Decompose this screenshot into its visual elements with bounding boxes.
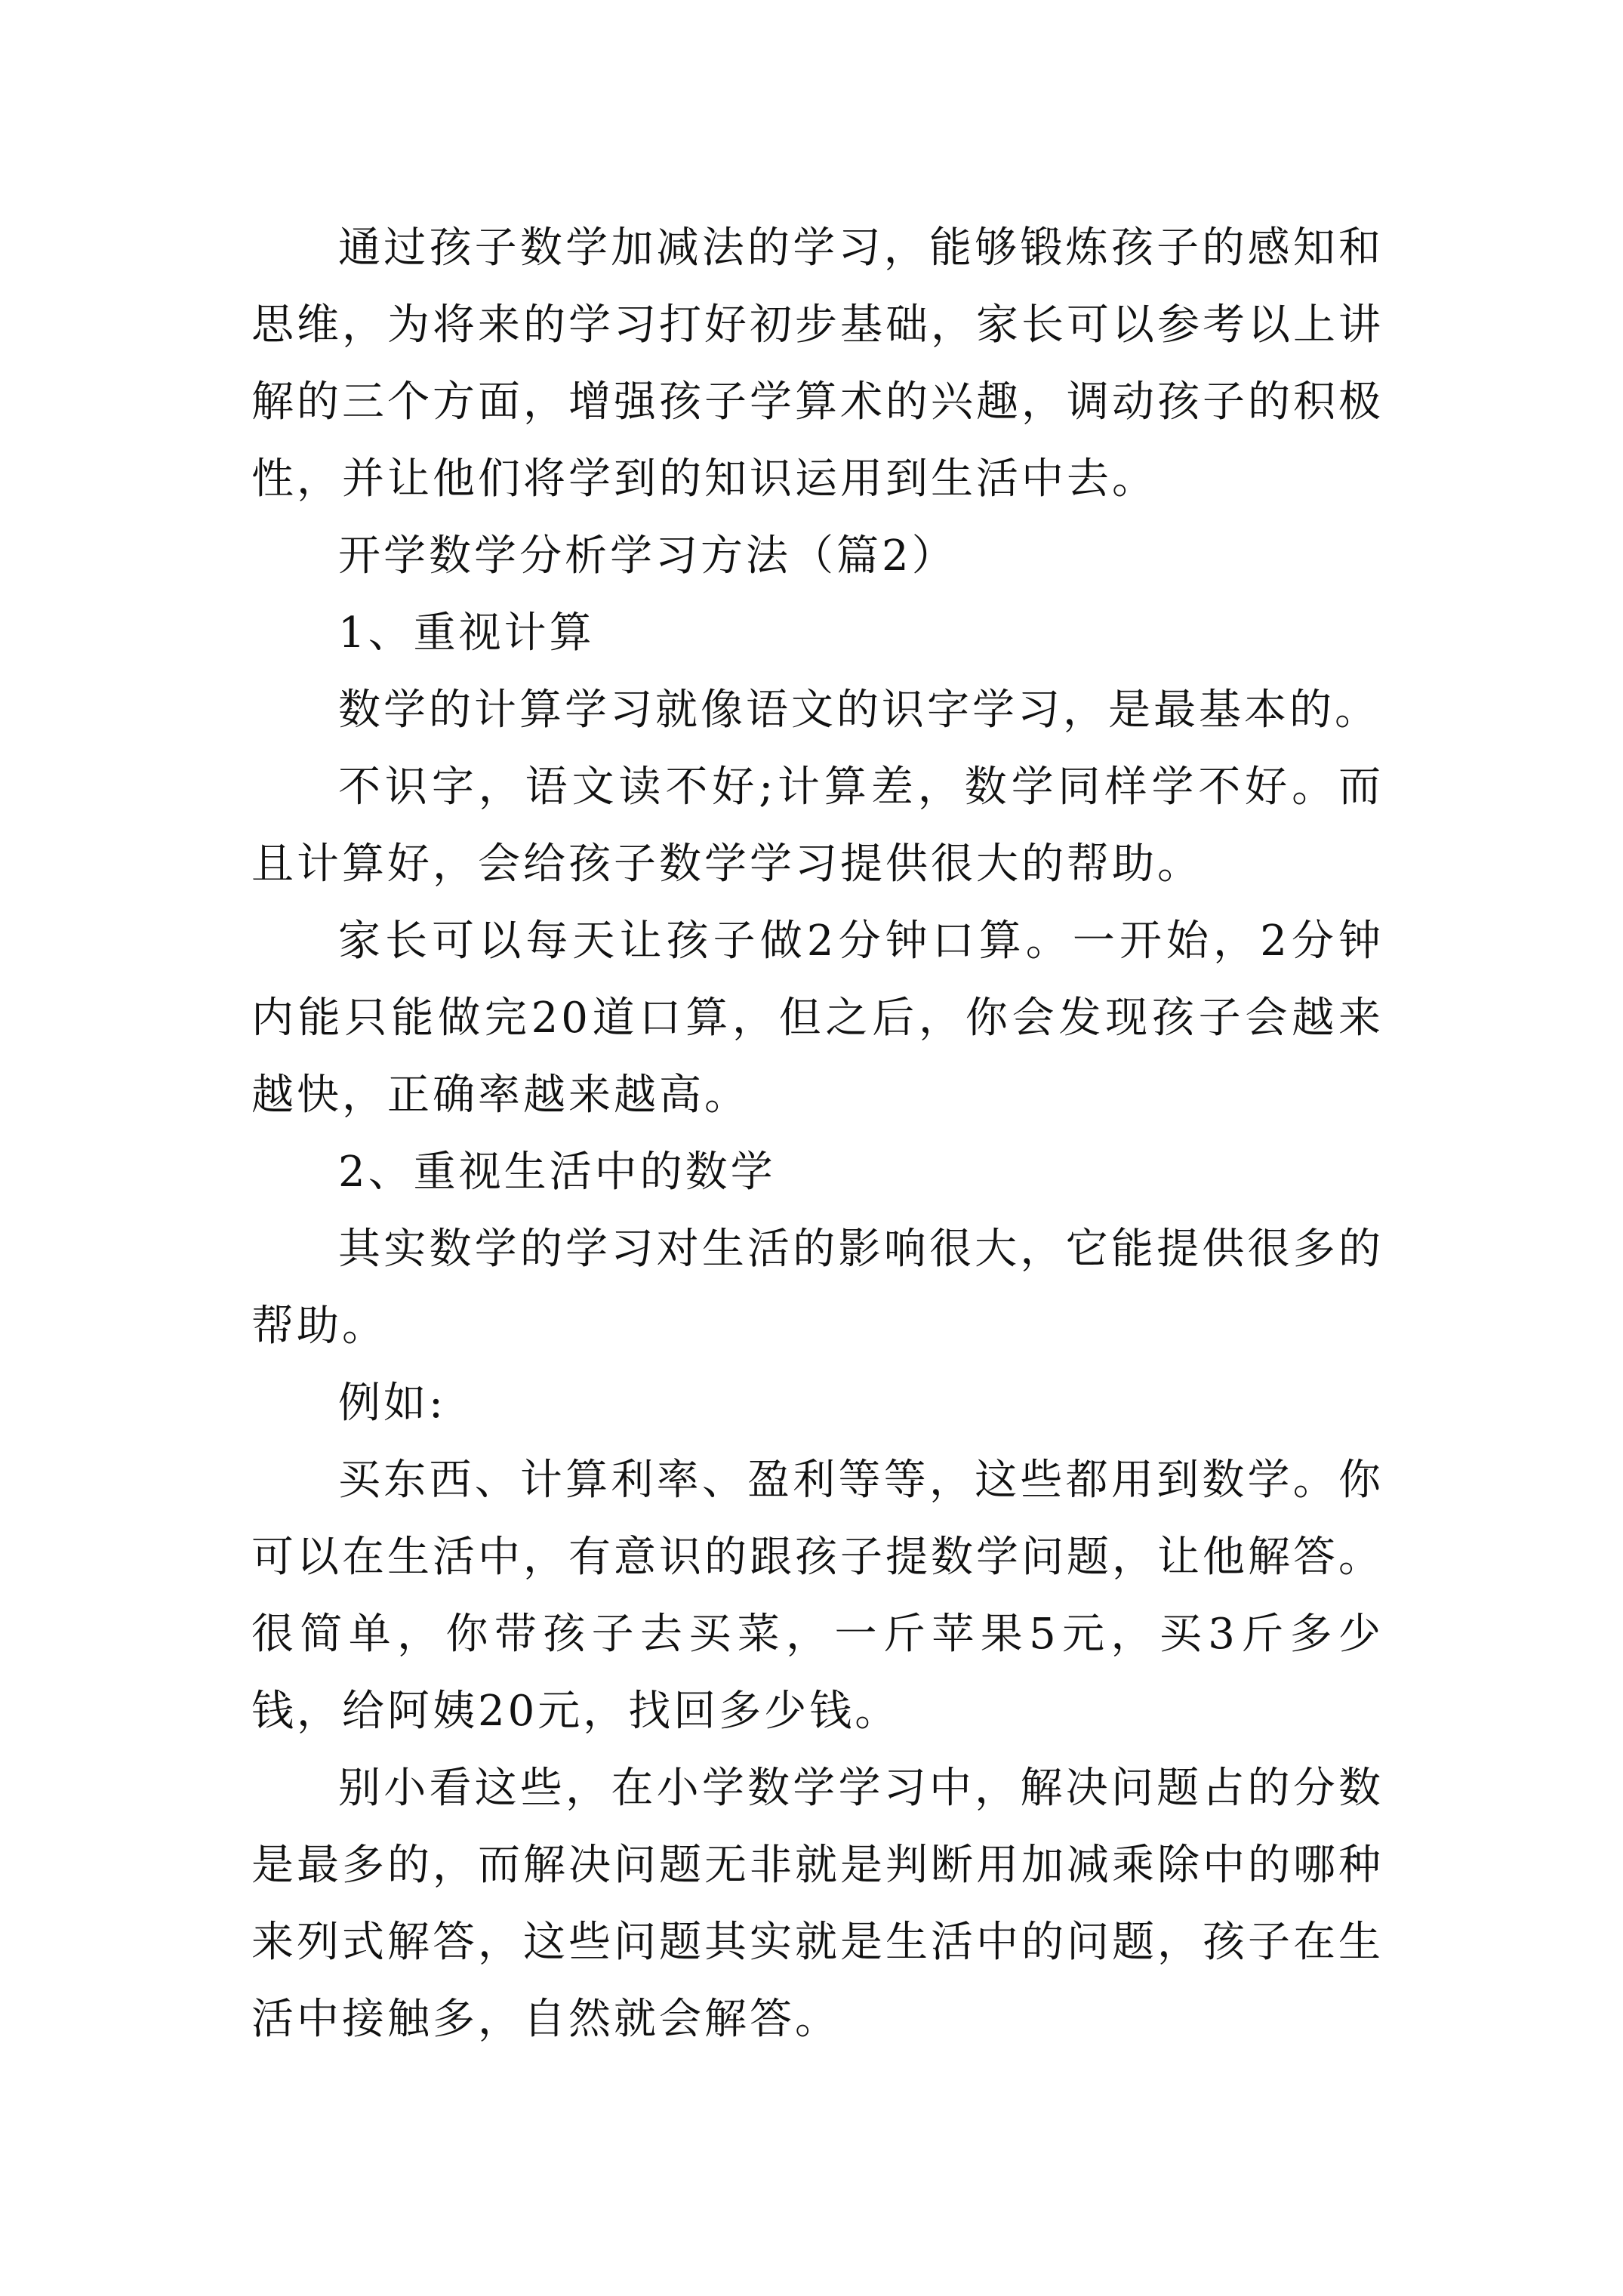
paragraph: 其实数学的学习对生活的影响很大，它能提供很多的帮助。 bbox=[251, 1225, 1384, 1351]
subheading-1: 1、重视计算 bbox=[338, 609, 595, 658]
paragraph-summary: 通过孩子数学加减法的学习，能够锻炼孩子的感知和思维，为将来的学习打好初步基础，家长可以参考以上讲解的三个方面，增强孩子学算术的兴趣，调动孩子的积极性，并让他们将学到的知识运用到生活中去。 bbox=[251, 223, 1384, 504]
paragraph: 数学的计算学习就像语文的识字学习，是最基本的。 bbox=[338, 686, 1380, 735]
paragraph: 买东西、计算利率、盈利等等，这些都用到数学。你可以在生活中，有意识的跟孩子提数学问题，让他解答。很简单，你带孩子去买菜，一斤苹果5元，买3斤多少钱，给阿姨20元，找回多少钱。 bbox=[251, 1456, 1384, 1736]
paragraph: 不识字，语文读不好;计算差，数学同样学不好。而且计算好，会给孩子数学学习提供很大的帮助。 bbox=[251, 763, 1384, 889]
subheading-2: 2、重视生活中的数学 bbox=[338, 1148, 776, 1197]
paragraph: 例如: bbox=[338, 1379, 446, 1428]
section-heading: 开学数学分析学习方法（篇2） bbox=[338, 532, 957, 581]
paragraph: 别小看这些，在小学数学学习中，解决问题占的分数是最多的，而解决问题无非就是判断用加减乘除中的哪种来列式解答，这些问题其实就是生活中的问题，孩子在生活中接触多，自然就会解答。 bbox=[251, 1764, 1384, 2044]
paragraph: 家长可以每天让孩子做2分钟口算。一开始，2分钟内能只能做完20道口算，但之后，你会发现孩子会越来越快，正确率越来越高。 bbox=[251, 917, 1384, 1120]
document-body bbox=[251, 210, 1384, 2058]
